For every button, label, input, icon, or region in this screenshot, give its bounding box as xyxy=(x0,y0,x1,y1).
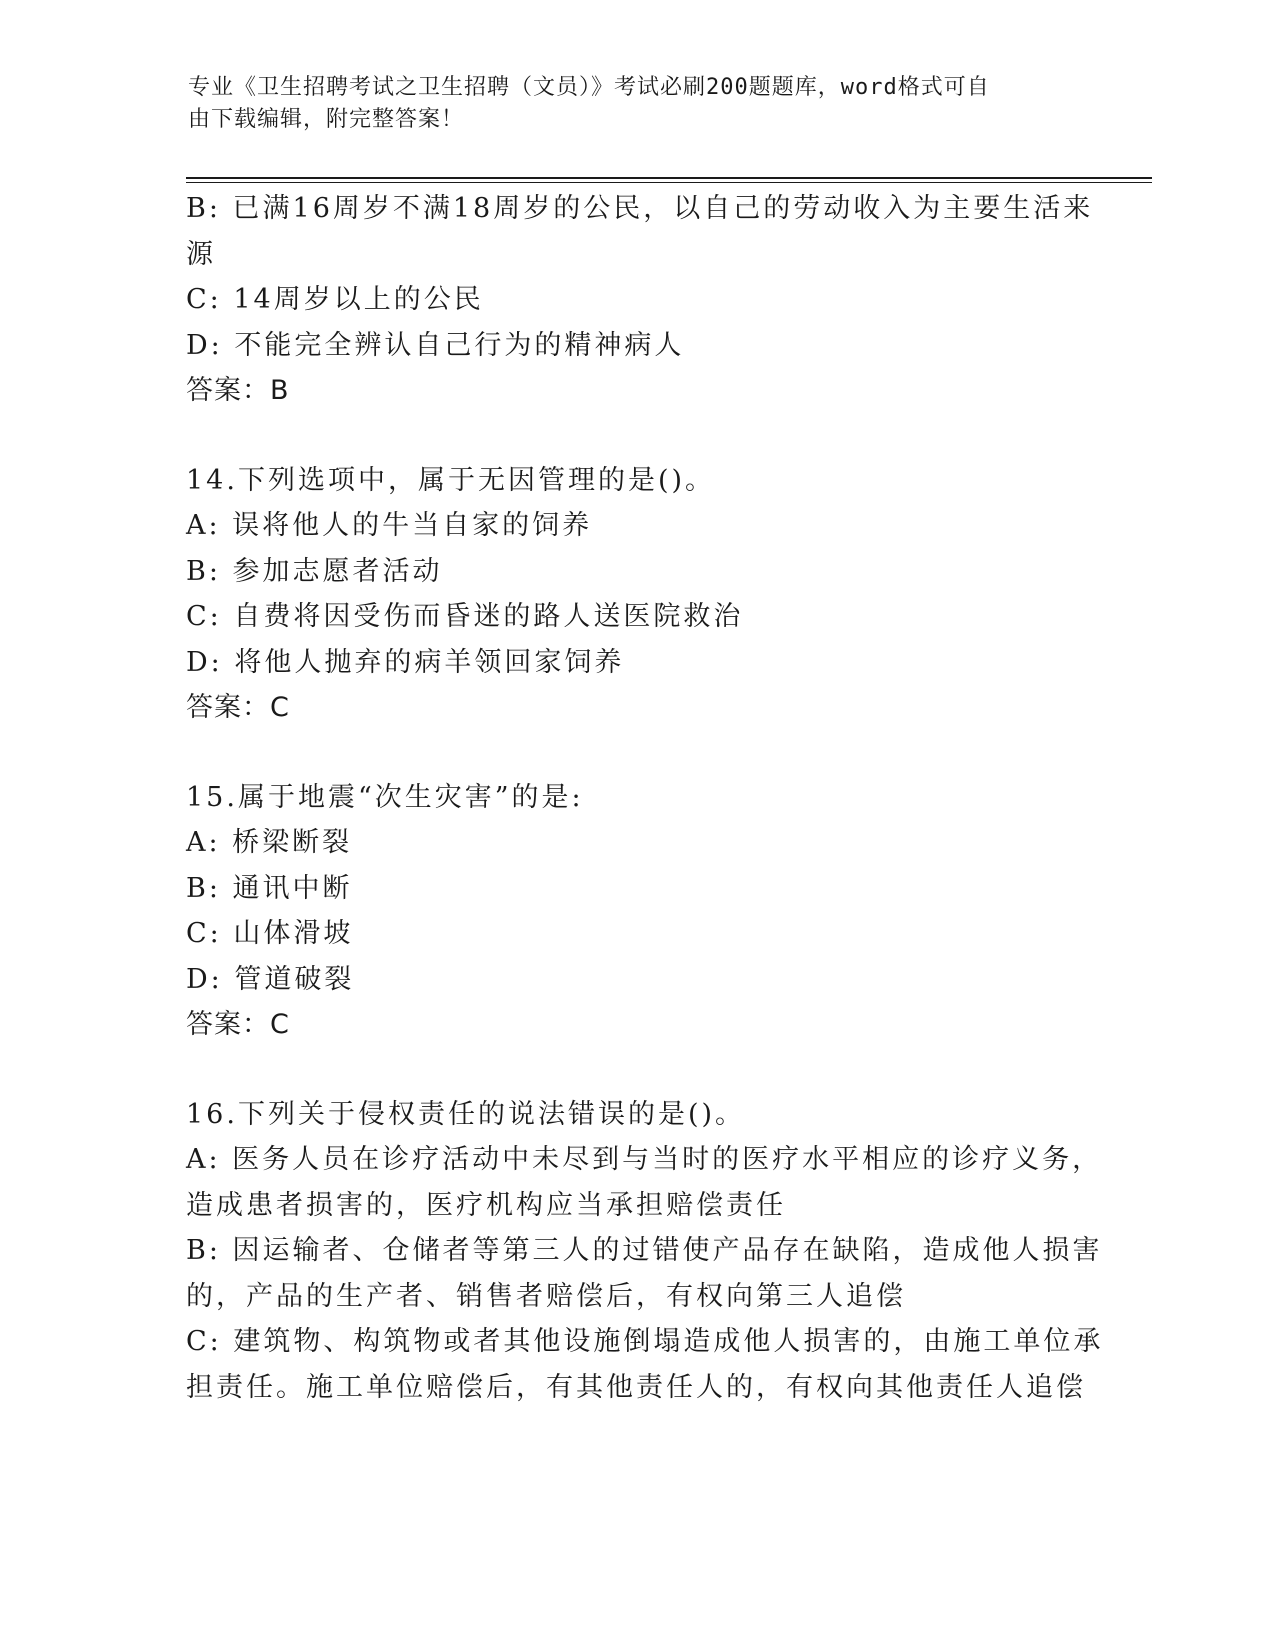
option-a-continued: 造成患者损害的，医疗机构应当承担赔偿责任 xyxy=(186,1189,786,1221)
option-c-continued: 担责任。施工单位赔偿后，有其他责任人的，有权向其他责任人追偿 xyxy=(186,1371,1086,1403)
option-c: C: 14周岁以上的公民 xyxy=(186,284,484,315)
option-b: B: 通讯中断 xyxy=(186,872,353,904)
header-divider-thick xyxy=(186,177,1152,179)
question-16 xyxy=(186,1092,1104,1411)
option-b-continued: 源 xyxy=(186,238,216,270)
option-a: A: 医务人员在诊疗活动中未尽到与当时的医疗水平相应的诊疗义务， xyxy=(186,1144,1103,1175)
header-line-2: 由下载编辑，附完整答案！ xyxy=(188,107,465,132)
option-a: A: 桥梁断裂 xyxy=(186,827,353,858)
option-d: D: 不能完全辨认自己行为的精神病人 xyxy=(186,329,685,361)
option-a: A: 误将他人的牛当自家的饲养 xyxy=(186,510,593,541)
option-c: C: 山体滑坡 xyxy=(186,918,354,949)
option-d: D: 将他人抛弃的病羊领回家饲养 xyxy=(186,646,625,678)
option-b: B: 因运输者、仓储者等第三人的过错使产品存在缺陷，造成他人损害 xyxy=(186,1235,1103,1266)
option-c: C: 自费将因受伤而昏迷的路人送医院救治 xyxy=(186,601,744,632)
answer-label: 答案：C xyxy=(186,692,290,723)
header-divider-thin xyxy=(186,182,1152,183)
question-text: 16.下列关于侵权责任的说法错误的是()。 xyxy=(186,1098,746,1130)
answer-label: 答案：B xyxy=(186,375,290,406)
question-text: 14.下列选项中，属于无因管理的是()。 xyxy=(186,464,716,496)
spacer xyxy=(186,1048,1076,1092)
option-d: D: 管道破裂 xyxy=(186,963,355,995)
option-c: C: 建筑物、构筑物或者其他设施倒塌造成他人损害的，由施工单位承 xyxy=(186,1326,1104,1357)
document-header xyxy=(188,72,1068,136)
question-15 xyxy=(186,775,1076,1048)
header-line-1: 专业《卫生招聘考试之卫生招聘（文员）》考试必刷200题题库，word格式可自 xyxy=(188,75,990,100)
question-13-fragment xyxy=(186,186,1094,414)
answer-label: 答案：C xyxy=(186,1009,290,1040)
spacer xyxy=(186,414,1076,458)
question-text: 15.属于地震“次生灾害”的是: xyxy=(186,781,584,813)
spacer xyxy=(186,731,1076,775)
question-list xyxy=(186,186,1104,1410)
question-14 xyxy=(186,458,1076,731)
option-b: B: 参加志愿者活动 xyxy=(186,555,443,587)
option-b-continued: 的，产品的生产者、销售者赔偿后，有权向第三人追偿 xyxy=(186,1280,906,1312)
option-b: B: 已满16周岁不满18周岁的公民，以自己的劳动收入为主要生活来 xyxy=(186,193,1094,224)
